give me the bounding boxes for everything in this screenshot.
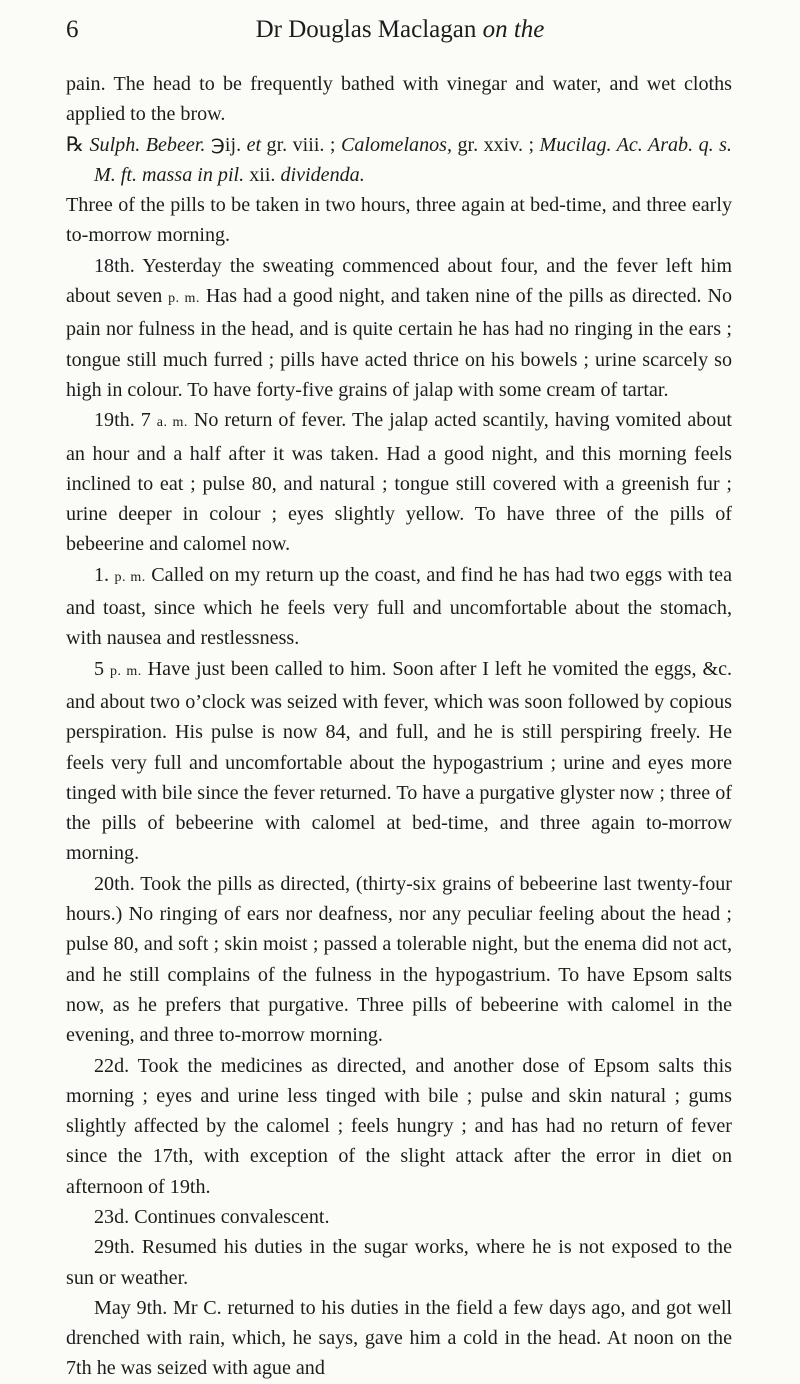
rx-text: ℈ij.	[210, 133, 242, 156]
paragraph: pain. The head to be frequently bathed with vinegar and water, and wet cloths applied to the brow.	[66, 73, 732, 126]
paragraph: Three of the pills to be taken in two hours, three again at bed-time, and three early to-morrow morning.	[66, 194, 732, 247]
entry-text: Have just been called to him. Soon after I left he vomited the eggs, &c. and about two o’clock was seized with fever, which was soon followed by copious perspiration. His pulse is now 84, and full, and he is still perspiring freely. He feels very full and uncomfortable about the hypogastrium ; urine and eyes more tinged with bile since the fever returned. To have a purgative glyster now ; three of the pills of bebeerine with calomel at bed-time, and three again to-morrow morning.	[66, 657, 733, 865]
entry-text: 18th. Yesterday the sweating commenced about four, and the fever left him about seven	[66, 254, 732, 308]
prescription	[66, 130, 732, 191]
running-header	[66, 14, 734, 48]
page-number: 6	[66, 16, 79, 43]
entry-22d: 22d. Took the medicines as directed, and another dose of Epsom salts this morning ; eyes and urine less tinged with bile ; pulse and skin natural ; gums slightly affected by the calomel ; feels hungry ; and has had no return of fever since the 17th, with exception of the slight attack after the error in diet on afternoon of 19th.	[66, 1054, 732, 1198]
running-title	[66, 16, 734, 44]
entry-20th: 20th. Took the pills as directed, (thirty-six grains of bebeerine last twenty-four hours.) No ringing of ears nor deafness, nor any peculiar feeling about the head ; pulse 80, and soft ; skin moist ; passed a tolerable night, but the enema did not act, and he still complains of the fulness in the hypogastrium. To have Epsom salts now, as he prefers that purgative. Three pills of bebeerine with calomel in the evening, and three to-morrow morning.	[66, 872, 732, 1047]
entry-may-9th: May 9th. Mr C. returned to his duties in the field a few days ago, and got well drenched with rain, which, he says, gave him a cold in the head. At noon on the 7th he was seized with ague and	[66, 1296, 732, 1380]
running-title-suffix: on the	[482, 16, 545, 43]
rx-text: gr. viii. ;	[266, 133, 336, 156]
entry-text: Has had a good night, and taken nine of the pills as directed. No pain nor fulness in the head, and is quite certain he has had no ringing in the ears ; tongue still much furred ; pills have acted thrice on his bowels ; urine scarcely so high in colour. To have forty-five grains of jalap with some cream of tartar.	[66, 285, 732, 401]
rx-text: dividenda.	[280, 163, 365, 186]
entry-23d: 23d. Continues convalescent.	[94, 1205, 330, 1228]
rx-text: xii.	[249, 163, 276, 186]
entry-text: 1.	[94, 563, 110, 586]
entry-19th	[66, 405, 732, 559]
time-pm: p. m.	[114, 569, 146, 585]
entry-1pm	[66, 560, 732, 654]
entry-29th: 29th. Resumed his duties in the sugar works, where he is not exposed to the sun or weather.	[66, 1236, 732, 1289]
rx-text: et	[246, 133, 262, 156]
rx-symbol: ℞	[66, 133, 85, 156]
time-am: a. m.	[156, 415, 188, 431]
time-pm: p. m.	[109, 663, 142, 679]
running-title-author: Dr Douglas Maclagan	[255, 16, 477, 43]
rx-text: gr. xxiv. ;	[457, 133, 535, 156]
time-pm: p. m.	[168, 291, 200, 307]
entry-text: 5	[94, 657, 105, 680]
entry-text: No return of fever. The jalap acted scantily, having vomited about an hour and a half after it was taken. Had a good night, and this morning feels inclined to eat ; pulse 80, and natural ; tongue still covered with a greenish fur ; urine deeper in colour ; eyes slightly yellow. To have three of the pills of bebeerine and calomel now.	[66, 409, 732, 556]
rx-text: Sulph. Bebeer.	[89, 133, 206, 156]
page-body	[66, 69, 732, 1384]
entry-18th	[66, 251, 732, 405]
entry-text: Called on my return up the coast, and find he has had two eggs with tea and toast, since which he feels very full and uncomfortable about the stomach, with nausea and restlessness.	[66, 563, 733, 650]
entry-5pm	[66, 654, 732, 869]
entry-text: 19th. 7	[94, 409, 151, 432]
rx-text: Calomelanos,	[340, 133, 453, 156]
rx-text: Mucilag. Ac. Arab. q. s. M. ft. massa in pil.	[94, 133, 732, 186]
